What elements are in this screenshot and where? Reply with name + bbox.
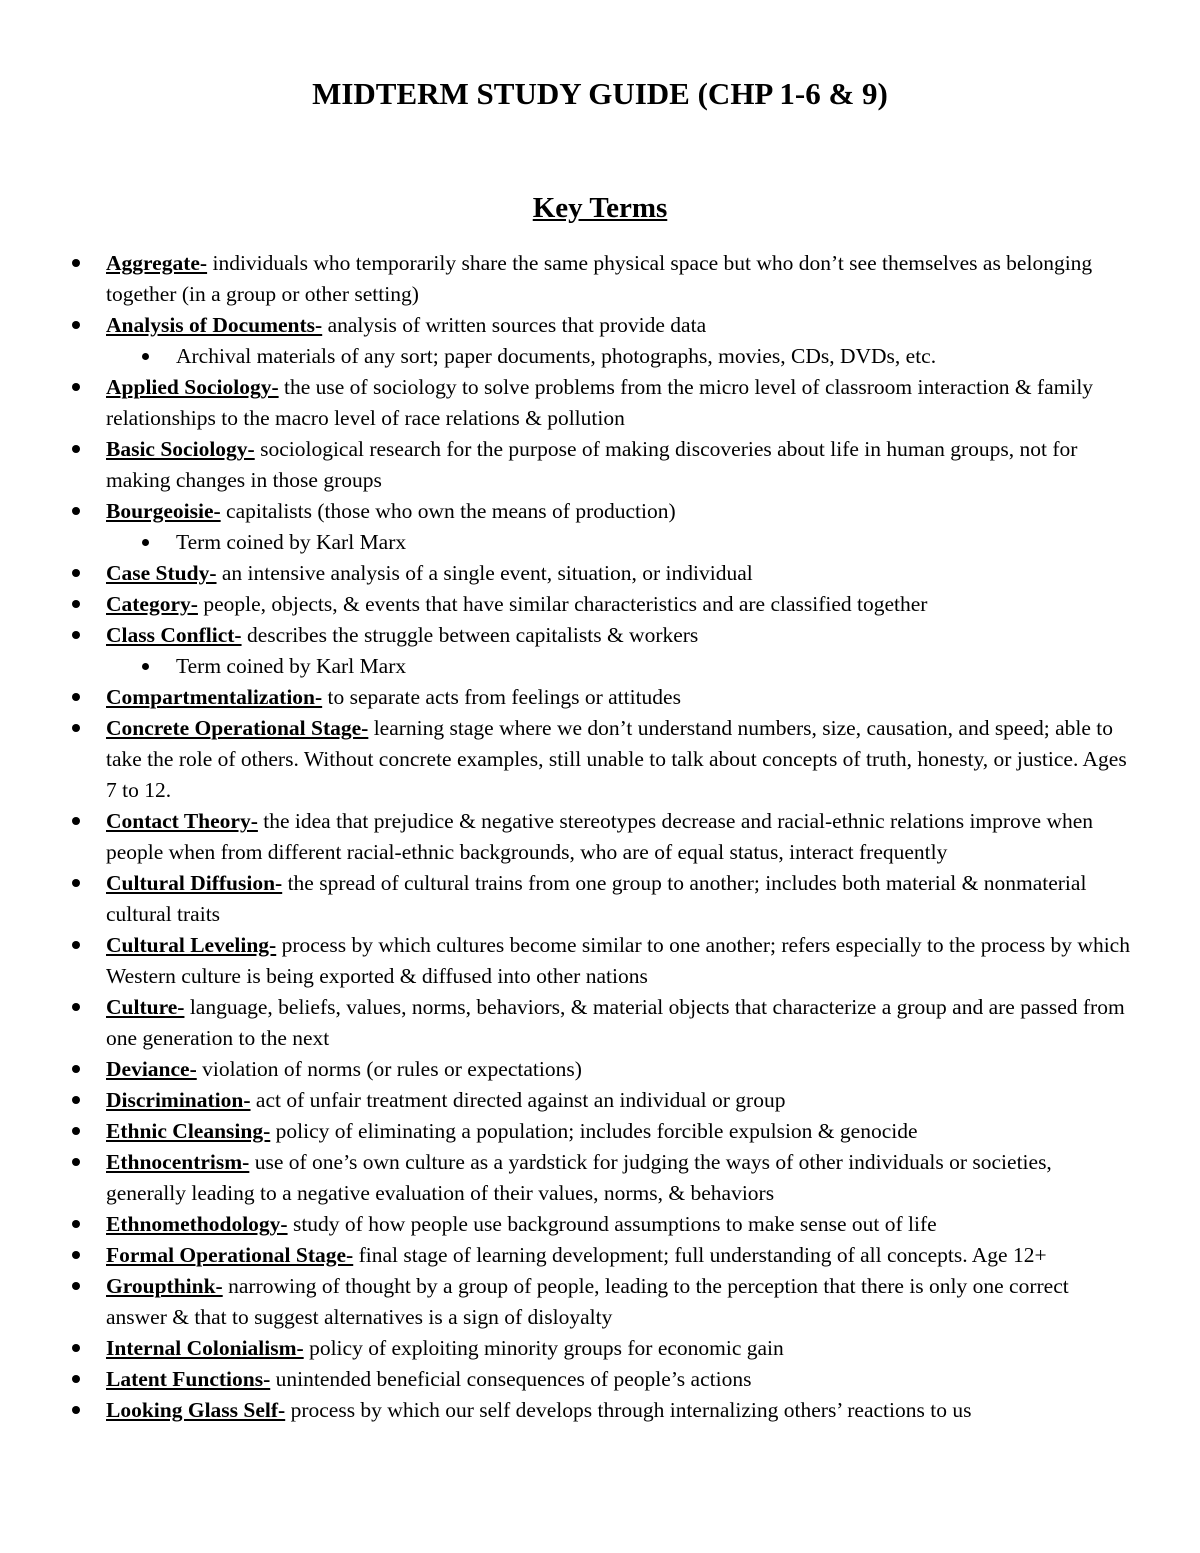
- list-item: [0, 1333, 1134, 1364]
- bullet-icon: [142, 663, 149, 670]
- list-item: [0, 1147, 1134, 1209]
- term-definition: people, objects, & events that have similar characteristics and are classified together: [197, 592, 928, 616]
- list-item: [0, 713, 1134, 806]
- term-definition: describes the struggle between capitalists & workers: [241, 623, 699, 647]
- bullet-icon: [72, 1096, 80, 1104]
- term-definition: violation of norms (or rules or expectations): [196, 1057, 582, 1081]
- term-name: Formal Operational Stage-: [106, 1243, 354, 1267]
- list-item: [0, 589, 1134, 620]
- list-item: [0, 1209, 1134, 1240]
- sub-list-item: [0, 527, 1134, 558]
- list-item: [0, 248, 1134, 310]
- bullet-icon: [72, 259, 80, 267]
- bullet-icon: [72, 724, 80, 732]
- bullet-icon: [72, 445, 80, 453]
- term-definition: the idea that prejudice & negative stereotypes decrease and racial-ethnic relations improve when people when from different racial-ethnic backgrounds, who are of equal status, interact frequently: [106, 809, 1094, 864]
- term-definition: final stage of learning development; full understanding of all concepts. Age 12+: [353, 1243, 1047, 1267]
- bullet-icon: [72, 321, 80, 329]
- term-definition: individuals who temporarily share the same physical space but who don’t see themselves as belonging together (in a group or other setting): [106, 251, 1093, 306]
- list-item: [0, 496, 1134, 527]
- term-name: Applied Sociology-: [106, 375, 279, 399]
- term-name: Latent Functions-: [106, 1367, 271, 1391]
- term-name: Basic Sociology-: [106, 437, 255, 461]
- bullet-icon: [72, 631, 80, 639]
- term-name: Aggregate-: [106, 251, 208, 275]
- bullet-icon: [72, 1251, 80, 1259]
- term-name: Cultural Diffusion-: [106, 871, 283, 895]
- bullet-icon: [72, 383, 80, 391]
- term-definition: use of one’s own culture as a yardstick for judging the ways of other individuals or societies, generally leading to a negative evaluation of their values, norms, & behaviors: [106, 1150, 1052, 1205]
- bullet-icon: [72, 1406, 80, 1414]
- list-item: [0, 434, 1134, 496]
- bullet-icon: [72, 1282, 80, 1290]
- list-item: [0, 372, 1134, 434]
- key-terms-list: [0, 248, 1200, 1426]
- bullet-icon: [72, 817, 80, 825]
- term-definition: analysis of written sources that provide data: [322, 313, 707, 337]
- sub-list-item: [0, 651, 1134, 682]
- term-definition: act of unfair treatment directed against an individual or group: [250, 1088, 786, 1112]
- bullet-icon: [142, 539, 149, 546]
- list-item: [0, 930, 1134, 992]
- bullet-icon: [72, 1158, 80, 1166]
- term-definition: Term coined by Karl Marx: [176, 654, 407, 678]
- bullet-icon: [72, 693, 80, 701]
- bullet-icon: [72, 600, 80, 608]
- term-name: Ethnic Cleansing-: [106, 1119, 271, 1143]
- bullet-icon: [72, 1127, 80, 1135]
- term-definition: policy of eliminating a population; includes forcible expulsion & genocide: [270, 1119, 918, 1143]
- bullet-icon: [72, 1220, 80, 1228]
- term-definition: the spread of cultural trains from one group to another; includes both material & nonmaterial cultural traits: [106, 871, 1087, 926]
- term-name: Analysis of Documents-: [106, 313, 323, 337]
- term-name: Class Conflict-: [106, 623, 242, 647]
- term-name: Bourgeoisie-: [106, 499, 221, 523]
- list-item: [0, 310, 1134, 341]
- bullet-icon: [72, 569, 80, 577]
- list-item: [0, 1116, 1134, 1147]
- term-name: Compartmentalization-: [106, 685, 323, 709]
- bullet-icon: [72, 1344, 80, 1352]
- term-definition: Archival materials of any sort; paper documents, photographs, movies, CDs, DVDs, etc.: [176, 344, 937, 368]
- term-definition: narrowing of thought by a group of people, leading to the perception that there is only one correct answer & that to suggest alternatives is a sign of disloyalty: [106, 1274, 1069, 1329]
- bullet-icon: [72, 1375, 80, 1383]
- term-name: Groupthink-: [106, 1274, 223, 1298]
- term-name: Cultural Leveling-: [106, 933, 277, 957]
- term-definition: study of how people use background assumptions to make sense out of life: [287, 1212, 937, 1236]
- term-definition: policy of exploiting minority groups for economic gain: [303, 1336, 784, 1360]
- term-definition: an intensive analysis of a single event, situation, or individual: [216, 561, 753, 585]
- list-item: [0, 1240, 1134, 1271]
- sub-list-item: [0, 341, 1134, 372]
- term-name: Culture-: [106, 995, 185, 1019]
- bullet-icon: [72, 1003, 80, 1011]
- bullet-icon: [72, 507, 80, 515]
- term-definition: language, beliefs, values, norms, behaviors, & material objects that characterize a group and are passed from one generation to the next: [106, 995, 1125, 1050]
- list-item: [0, 1395, 1134, 1426]
- term-name: Category-: [106, 592, 198, 616]
- list-item: [0, 992, 1134, 1054]
- list-item: [0, 620, 1134, 651]
- list-item: [0, 1271, 1134, 1333]
- term-definition: process by which our self develops through internalizing others’ reactions to us: [285, 1398, 972, 1422]
- term-name: Contact Theory-: [106, 809, 258, 833]
- term-definition: process by which cultures become similar to one another; refers especially to the process by which Western culture is being exported & diffused into other nations: [106, 933, 1130, 988]
- term-name: Ethnocentrism-: [106, 1150, 250, 1174]
- term-name: Case Study-: [106, 561, 217, 585]
- bullet-icon: [72, 941, 80, 949]
- bullet-icon: [72, 1065, 80, 1073]
- list-item: [0, 1085, 1134, 1116]
- term-name: Concrete Operational Stage-: [106, 716, 369, 740]
- bullet-icon: [72, 879, 80, 887]
- term-definition: the use of sociology to solve problems from the micro level of classroom interaction & family relationships to the macro level of race relations & pollution: [106, 375, 1094, 430]
- section-heading-key-terms: Key Terms: [532, 192, 668, 224]
- list-item: [0, 1054, 1134, 1085]
- term-name: Deviance-: [106, 1057, 197, 1081]
- bullet-icon: [142, 353, 149, 360]
- term-definition: learning stage where we don’t understand numbers, size, causation, and speed; able to take the role of others. Without concrete examples, still unable to talk about concepts of truth, honesty, or justice. Ages 7 to 12.: [106, 716, 1127, 802]
- list-item: [0, 682, 1134, 713]
- list-item: [0, 868, 1134, 930]
- term-definition: to separate acts from feelings or attitudes: [322, 685, 681, 709]
- term-definition: Term coined by Karl Marx: [176, 530, 407, 554]
- list-item: [0, 558, 1134, 589]
- list-item: [0, 806, 1134, 868]
- term-name: Looking Glass Self-: [106, 1398, 286, 1422]
- term-definition: sociological research for the purpose of making discoveries about life in human groups, not for making changes in those groups: [106, 437, 1078, 492]
- term-definition: capitalists (those who own the means of production): [220, 499, 676, 523]
- document-title: MIDTERM STUDY GUIDE (CHP 1-6 & 9): [312, 76, 888, 111]
- term-definition: unintended beneficial consequences of people’s actions: [270, 1367, 752, 1391]
- term-name: Ethnomethodology-: [106, 1212, 288, 1236]
- term-name: Discrimination-: [106, 1088, 251, 1112]
- term-name: Internal Colonialism-: [106, 1336, 304, 1360]
- list-item: [0, 1364, 1134, 1395]
